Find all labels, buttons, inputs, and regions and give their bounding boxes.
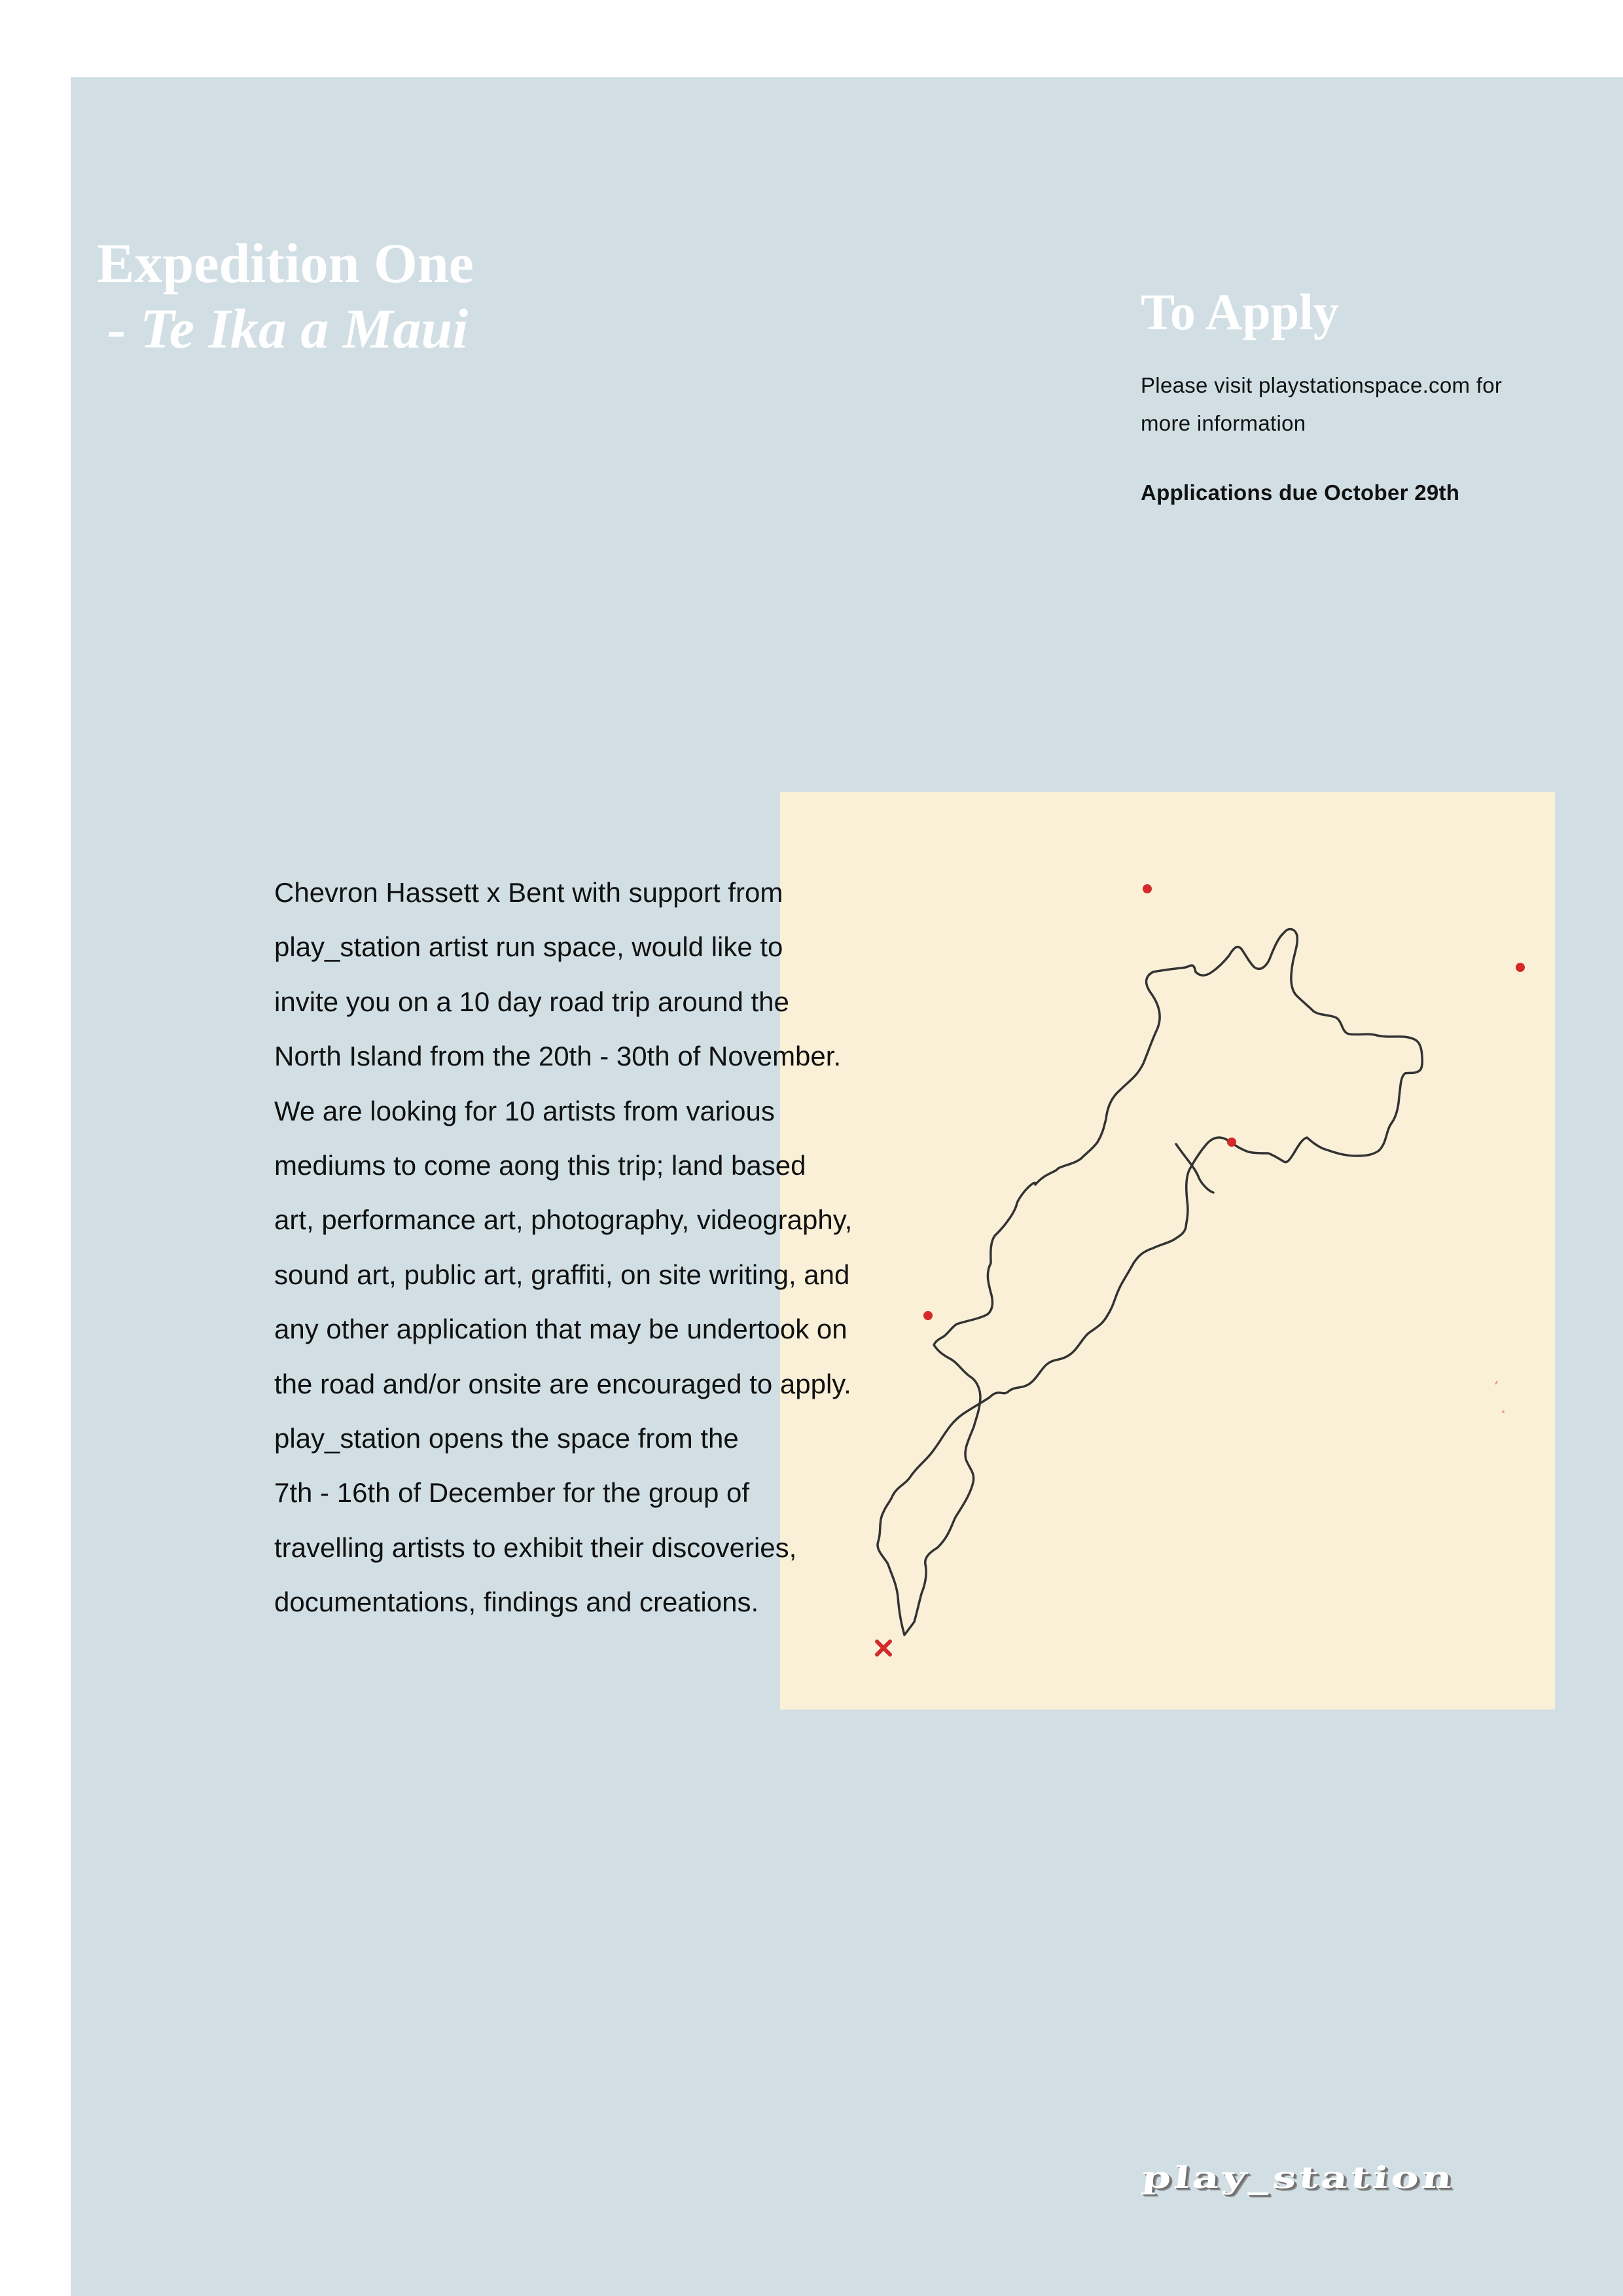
body-line: the road and/or onsite are encouraged to apply. (274, 1368, 851, 1399)
start-x-marker (877, 1641, 890, 1655)
map-speck (1502, 1410, 1505, 1413)
route-map (780, 792, 1555, 1710)
apply-section (1141, 283, 1560, 505)
road-trip-route (878, 929, 1422, 1635)
body-line: art, performance art, photography, videography, (274, 1204, 853, 1236)
apply-info-line-1: Please visit playstationspace.com for (1141, 373, 1503, 397)
title-line-1: Expedition One (97, 232, 474, 295)
body-line: Chevron Hassett x Bent with support from (274, 877, 783, 908)
apply-heading: To Apply (1141, 283, 1339, 340)
body-line: play_station artist run space, would like to (274, 931, 783, 963)
body-line: North Island from the 20th - 30th of November. (274, 1041, 842, 1072)
body-line: documentations, findings and creations. (274, 1587, 759, 1618)
body-line: invite you on a 10 day road trip around the (274, 986, 789, 1017)
map-marker-west (923, 1311, 933, 1320)
invitation-text (274, 865, 883, 1630)
body-line: play_station opens the space from the (274, 1423, 739, 1454)
poster-title (97, 230, 474, 361)
body-line: We are looking for 10 artists from various (274, 1095, 775, 1126)
body-line: travelling artists to exhibit their discoveries, (274, 1532, 797, 1563)
map-marker-east (1516, 963, 1525, 972)
body-line: any other application that may be undertook on (274, 1314, 847, 1345)
apply-info (1141, 367, 1560, 442)
map-marker-north (1143, 884, 1152, 893)
body-line: 7th - 16th of December for the group of (274, 1477, 750, 1509)
map-speck (1495, 1381, 1497, 1384)
route-map-svg (780, 792, 1555, 1710)
applications-due: Applications due October 29th (1141, 480, 1460, 505)
body-line: sound art, public art, graffiti, on site writing, and (274, 1259, 850, 1290)
map-marker-central (1227, 1138, 1236, 1147)
title-line-2: - Te Ika a Maui (107, 297, 469, 360)
play-station-logo: play_station (1140, 2160, 1457, 2196)
body-line: mediums to come aong this trip; land based (274, 1150, 806, 1181)
route-spur (1176, 1144, 1213, 1193)
apply-info-line-2: more information (1141, 411, 1306, 435)
